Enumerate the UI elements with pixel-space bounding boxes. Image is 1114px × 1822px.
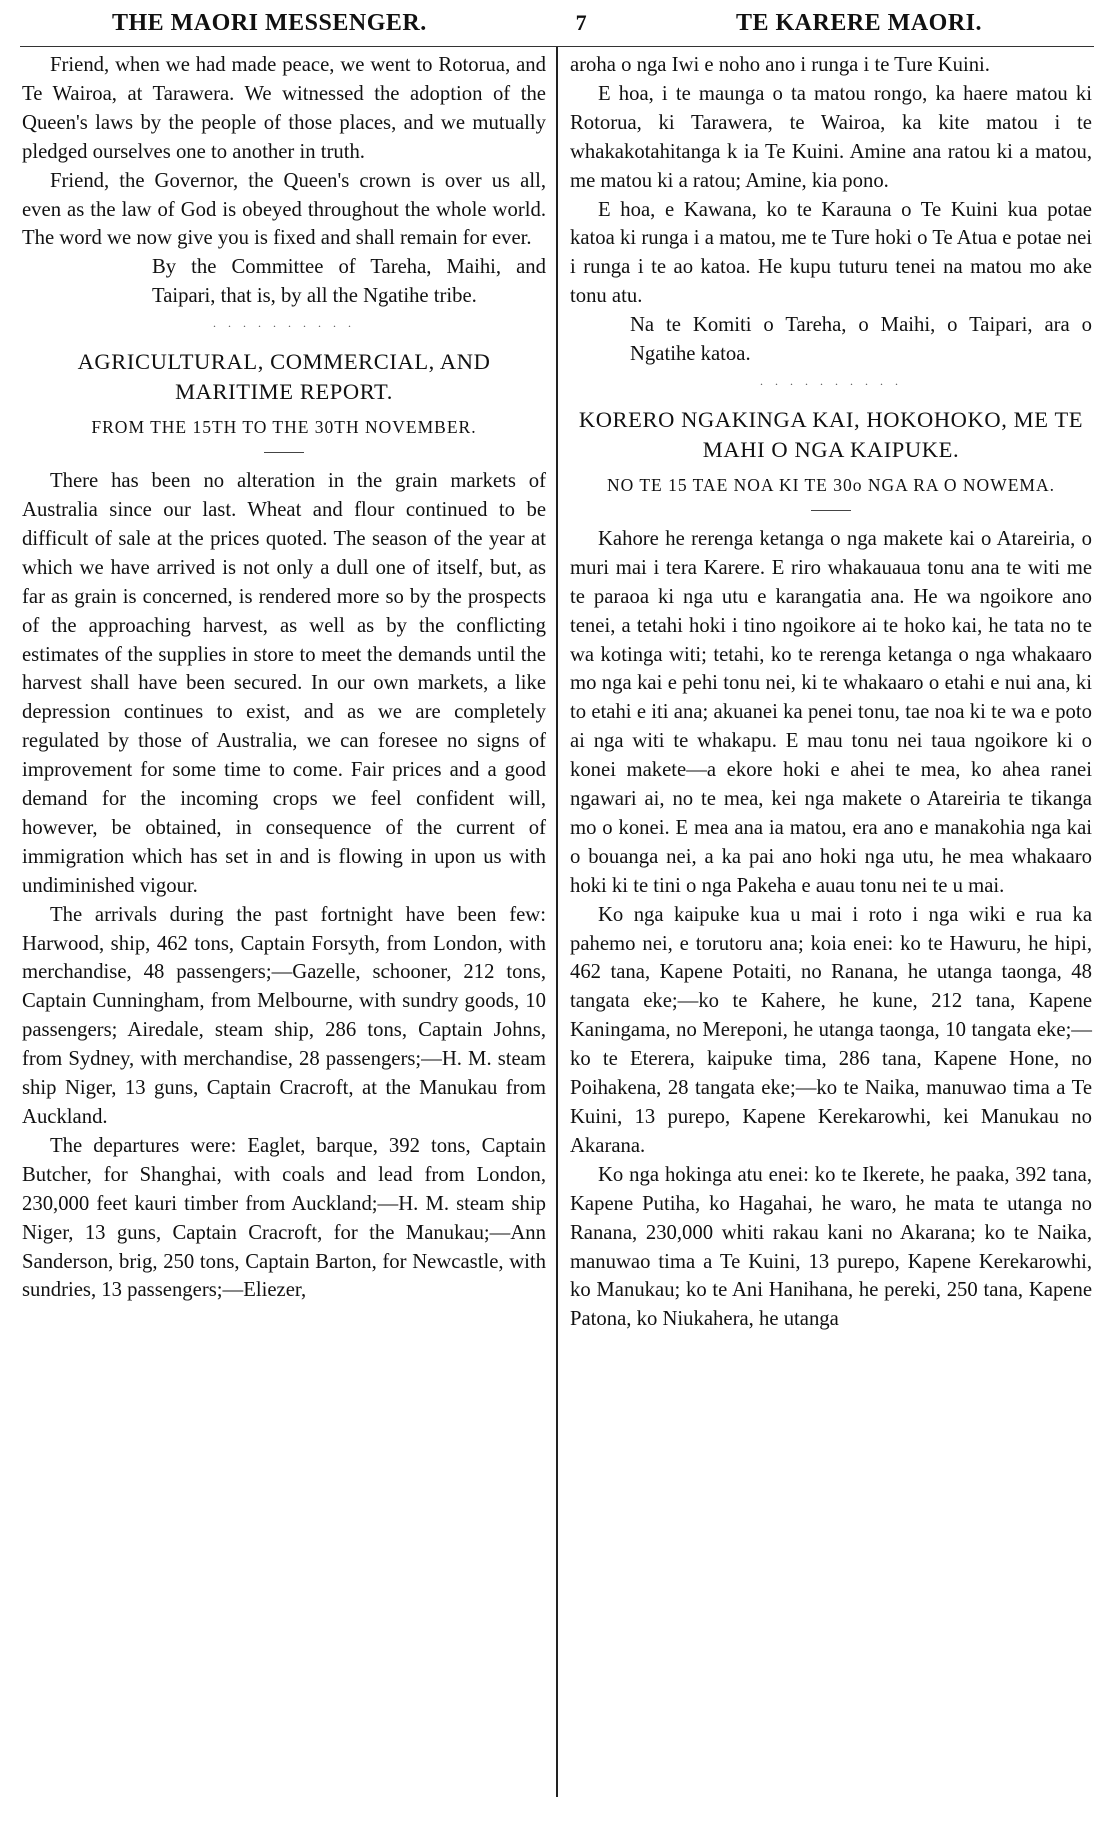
report-heading: AGRICULTURAL, COMMERCIAL, AND MARITIME REPORT.	[77, 349, 491, 405]
page-number: 7	[575, 10, 588, 35]
english-title: THE MAORI MESSENGER.	[112, 9, 427, 36]
short-rule	[811, 510, 851, 511]
report-paragraph-1: There has been no alteration in the grain markets of Australia since our last. Wheat and flour continued to be difficult of sale at the prices quoted. The season of the year at which we have arrived is not only a dull one of itself, but, as far as grain is concerned, is rendered more so by the prospects of the approaching harvest, as well as by the conflicting estimates of the supplies in store to meet the demands until the harvest shall have been secured. In our own markets, a like depression continues to exist, and as we are completely regulated by those of Australia, we can foresee no signs of improvement for some time to come. Fair prices and a good demand for the incoming crops we feel confident will, however, be obtained, in consequence of the current of immigration which has set in and is flowing in upon us with undiminished vigour.	[22, 470, 546, 897]
section-divider: · · · · · · · · · ·	[759, 376, 903, 391]
columns	[12, 47, 1102, 1797]
page-header	[12, 0, 1102, 46]
letter-paragraph-2: E hoa, i te maunga o ta matou rongo, ka haere matou ki Rotorua, ki Tarawera, te Wairoa, ka kite matou i te whakakotahitanga k ia Te Kuini. Amine ana ratou ki a matou, me matou ki a ratou; Amine, kia pono.	[569, 82, 1092, 192]
section-divider: · · · · · · · · · ·	[212, 319, 356, 334]
letter-paragraph-2: Friend, the Governor, the Queen's crown is over us all, even as the law of God is obeyed throughout the whole world. The word we now give you is fixed and shall remain for ever.	[22, 169, 546, 250]
letter-signature: Na te Komiti o Tareha, o Maihi, o Taipari, ara o Ngatihe katoa.	[629, 314, 1092, 366]
letter-signature: By the Committee of Tareha, Maihi, and Taipari, that is, by all the Ngatihe tribe.	[152, 256, 546, 308]
report-paragraph-2: Ko nga kaipuke kua u mai i roto i nga wiki e rua ka pahemo nei, e torutoru ana; koia enei: ko te Hawuru, he hipi, 462 tana, Kapene Potaiti, no Ranana, he utanga taonga, 48 tangata eke;—ko te Kahere, he kune, 212 tana, Kapene Kaningama, no Mereponi, he utanga taonga, 10 tangata eke;—ko te Eterera, kaipuke tima, 286 tana, Kapene Hone, no Poihakena, 28 tangata eke;—ko te Naika, manuwao tima a Te Kuini, 13 purepo, Kapene Kerekarowhi, kei Manukau no Akarana.	[569, 903, 1092, 1157]
letter-paragraph-3: E hoa, e Kawana, ko te Karauna o Te Kuini kua potae katoa ki runga i a matou, me te Ture hoki o Te Atua e potae nei i runga i te ao katoa. He kupu tuturu tenei na matou mo ake tonu atu.	[569, 198, 1092, 308]
report-paragraph-2: The arrivals during the past fortnight have been few: Harwood, ship, 462 tons, Captain Forsyth, from London, with merchandise, 48 passengers;—Gazelle, schooner, 212 tons, Captain Cunningham, from Melbourne, with sundry goods, 10 passengers; Airedale, steam ship, 286 tons, Captain Johns, from Sydney, with merchandise, 28 passengers;—H. M. steam ship Niger, 13 guns, Captain Cracroft, at the Manukau from Auckland.	[22, 903, 546, 1128]
maori-column	[558, 47, 1102, 1797]
short-rule	[264, 452, 304, 453]
report-paragraph-3: Ko nga hokinga atu enei: ko te Ikerete, he paaka, 392 tana, Kapene Putiha, ko Hagahai, he waro, he mata te utanga no Ranana, 230,000 whiti rakau kani no Akarana; ko te Naika, manuwao tima a Te Kuini, 13 purepo, Kapene Kerekarowhi, ko Manukau; ko te Ani Hanihana, he pereki, 250 tana, Kapene Patona, ko Niukahera, he utanga	[569, 1163, 1092, 1331]
report-subheading: NO TE 15 TAE NOA KI TE 30o NGA RA O NOWEMA.	[607, 474, 1055, 495]
letter-paragraph-1: aroha o nga Iwi e noho ano i runga i te Ture Kuini.	[569, 54, 990, 76]
report-heading: KORERO NGAKINGA KAI, HOKOHOKO, ME TE MAHI O NGA KAIPUKE.	[578, 406, 1084, 462]
report-paragraph-1: Kahore he rerenga ketanga o nga makete kai o Atareiria, o muri mai i tera Karere. E riro whakauaua tonu ana te witi me te paraoa ki nga utu e karangatia ana. He wa ngoikore ano tenei, a tetahi hoki i tino ngoikore ai te hoko kai, he tata no te wa kotinga witi; tetahi, ko te rerenga ketanga o nga whakaaro mo nga kai e pehi tonu nei, ki te whakaaro o etahi e nui ana, ki to etahi e iti ana; akuanei ka penei tonu, tae noa ki te wa e poto ai nga witi te whakapu. E mau tonu nei taua ngoikore ki o konei makete—a ekore hoki e ahei te mea, ko ahea ranei ngawari ai, no te mea, kei nga makete o Atareiria te tikanga mo o konei. E mea ana ia matou, era ano e manakohia nga kai o bouanga nei, a ka pai ano hoki nga utu, he mea whakaaro hoki ki te tini o nga Pakeha e auau tonu nei te u mai.	[569, 527, 1092, 897]
report-paragraph-3: The departures were: Eaglet, barque, 392 tons, Captain Butcher, for Shanghai, with coals and lead from London, 230,000 feet kauri timber from Auckland;—H. M. steam ship Niger, 13 guns, Captain Cracroft, for the Manukau;—Ann Sanderson, brig, 250 tons, Captain Barton, for Newcastle, with sundries, 13 passengers;—Eliezer,	[22, 1134, 546, 1302]
report-subheading: FROM THE 15TH TO THE 30TH NOVEMBER.	[91, 417, 477, 438]
maori-title: TE KARERE MAORI.	[735, 9, 982, 36]
english-column	[12, 47, 556, 1797]
letter-paragraph-1: Friend, when we had made peace, we went to Rotorua, and Te Wairoa, at Tarawera. We witnessed the adoption of the Queen's laws by the people of those places, and we mutually pledged ourselves one to another in truth.	[22, 54, 546, 163]
